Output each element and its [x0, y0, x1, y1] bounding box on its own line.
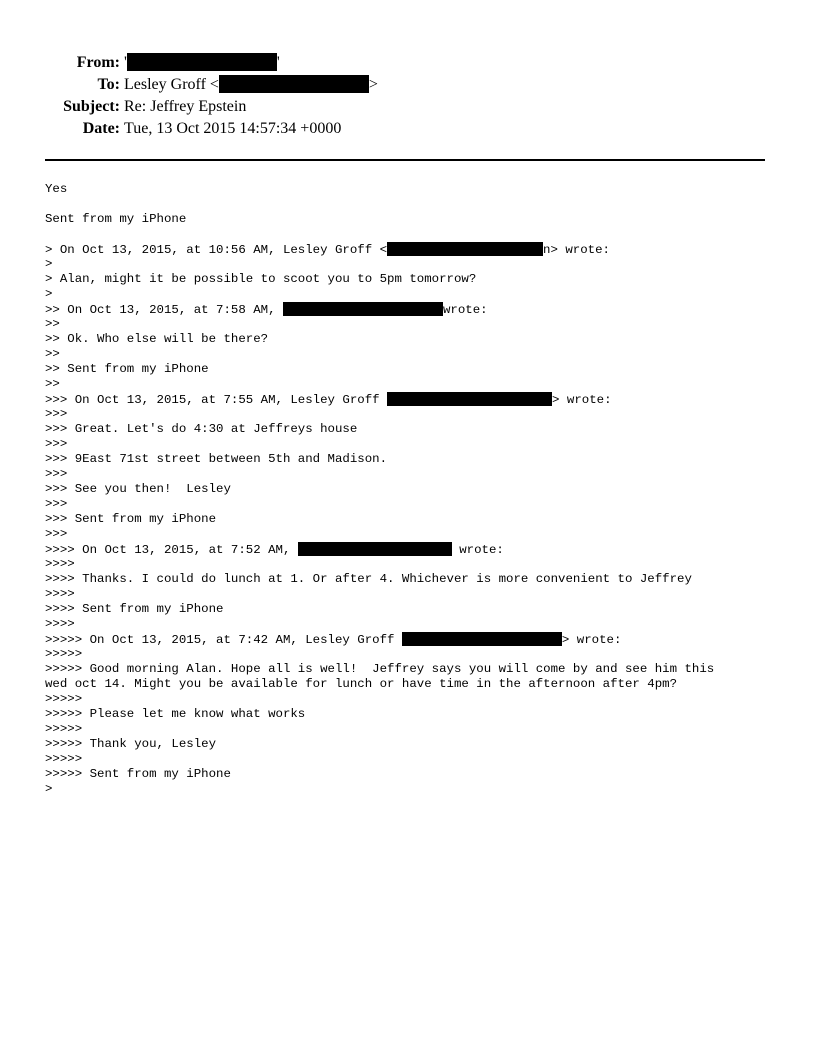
body-line-text: >>>> [45, 617, 75, 631]
body-line [45, 632, 785, 647]
body-line [45, 467, 785, 482]
body-line-text: >>>> [45, 557, 75, 571]
body-line-text: >>> 9East 71st street between 5th and Madison. [45, 452, 388, 466]
body-line [45, 362, 785, 377]
body-line [45, 752, 785, 767]
body-line [45, 572, 785, 587]
date-value: Tue, 13 Oct 2015 14:57:34 +0000 [124, 120, 342, 137]
body-line-text: >>> Sent from my iPhone [45, 512, 217, 526]
body-line [45, 422, 785, 437]
from-value [124, 52, 280, 74]
body-line-text: > [45, 782, 53, 796]
to-name: Lesley Groff < [124, 76, 219, 93]
body-line-text: >> [45, 317, 60, 331]
body-line [45, 242, 785, 257]
body-line-text: >>> Great. Let's do 4:30 at Jeffreys house [45, 422, 358, 436]
body-line-text: >>>>> Sent from my iPhone [45, 767, 231, 781]
body-line-text: >> [45, 377, 60, 391]
body-line-text: >>>> Sent from my iPhone [45, 602, 224, 616]
body-line [45, 782, 785, 797]
body-line-text: >>>>> On Oct 13, 2015, at 7:42 AM, Lesley Groff [45, 633, 402, 647]
body-line [45, 767, 785, 782]
body-line [45, 392, 785, 407]
from-row [0, 52, 816, 74]
redaction-block [219, 75, 369, 93]
body-line [45, 407, 785, 422]
body-line [45, 332, 785, 347]
subject-row [0, 96, 816, 118]
header-divider [45, 159, 765, 161]
body-line-text: >>> See you then! Lesley [45, 482, 231, 496]
body-line-text: >>> [45, 437, 68, 451]
body-line-text: >> Ok. Who else will be there? [45, 332, 269, 346]
redaction-block [298, 542, 452, 556]
body-line-text: > [45, 257, 53, 271]
body-line [45, 317, 785, 332]
body-line [45, 482, 785, 497]
body-line-suffix: > wrote: [561, 633, 622, 647]
body-line-text: >>> [45, 407, 68, 421]
body-line-text: >>>>> [45, 692, 83, 706]
body-line-suffix: > wrote: [552, 393, 612, 407]
body-line [45, 617, 785, 632]
body-line [45, 722, 785, 737]
body-line-text: >>>> [45, 587, 75, 601]
from-quote-open: ' [124, 54, 127, 71]
body-line [45, 197, 785, 212]
body-line [45, 437, 785, 452]
body-line-text: >>>>> [45, 722, 83, 736]
body-line-text: wed oct 14. Might you be available for lunch or have time in the afternoon after 4pm? [45, 677, 678, 691]
body-line [45, 527, 785, 542]
body-line-text: >>>>> [45, 752, 83, 766]
body-line [45, 692, 785, 707]
redaction-block [387, 392, 552, 406]
body-line [45, 542, 785, 557]
body-line [45, 257, 785, 272]
body-line [45, 512, 785, 527]
subject-value: Re: Jeffrey Epstein [124, 98, 247, 115]
body-line [45, 182, 785, 197]
redaction-block [127, 53, 277, 71]
date-label: Date: [82, 120, 120, 137]
body-line [45, 452, 785, 467]
body-line-text: > On Oct 13, 2015, at 10:56 AM, Lesley Groff < [45, 243, 388, 257]
body-line-suffix: wrote: [451, 543, 504, 557]
date-row [0, 118, 816, 140]
body-line-text: >>>>> Good morning Alan. Hope all is well! Jeffrey says you will come by and see him this [45, 662, 715, 676]
body-line-text: > Alan, might it be possible to scoot you to 5pm tomorrow? [45, 272, 477, 286]
body-line-suffix: n> wrote: [543, 243, 610, 257]
body-line [45, 302, 785, 317]
body-line [45, 557, 785, 572]
body-line [45, 587, 785, 602]
body-line [45, 227, 785, 242]
body-line [45, 347, 785, 362]
body-line-text: >>>> Thanks. I could do lunch at 1. Or after 4. Whichever is more convenient to Jeffrey [45, 572, 692, 586]
redaction-block [387, 242, 543, 256]
body-line-text: >>>>> Thank you, Lesley [45, 737, 217, 751]
body-line-suffix: wrote: [442, 303, 488, 317]
body-line-text: >> Sent from my iPhone [45, 362, 209, 376]
body-line-text: Sent from my iPhone [45, 212, 187, 226]
body-line-text: >>> [45, 497, 68, 511]
body-line [45, 377, 785, 392]
body-line [45, 602, 785, 617]
email-header [0, 52, 816, 140]
body-line-text: > [45, 287, 53, 301]
body-line-text: Yes [45, 182, 68, 196]
to-value [124, 74, 378, 96]
body-line-text: >> On Oct 13, 2015, at 7:58 AM, [45, 303, 283, 317]
body-line [45, 677, 785, 692]
from-quote-close: ' [276, 54, 280, 71]
email-body [45, 182, 785, 797]
body-line [45, 707, 785, 722]
subject-label: Subject: [63, 98, 120, 115]
body-line-text: >> [45, 347, 60, 361]
body-line-text: >>>>> [45, 647, 83, 661]
body-line [45, 287, 785, 302]
body-line [45, 272, 785, 287]
body-line-text: >>> On Oct 13, 2015, at 7:55 AM, Lesley Groff [45, 393, 388, 407]
body-line [45, 647, 785, 662]
body-line-text: >>> [45, 467, 68, 481]
body-line [45, 497, 785, 512]
body-line-text: >>>>> Please let me know what works [45, 707, 306, 721]
body-line [45, 737, 785, 752]
body-line-text: >>> [45, 527, 68, 541]
body-line [45, 662, 785, 677]
to-label: To: [97, 76, 120, 93]
to-row [0, 74, 816, 96]
body-line [45, 212, 785, 227]
to-bracket-close: > [368, 76, 378, 93]
body-line-text: >>>> On Oct 13, 2015, at 7:52 AM, [45, 543, 298, 557]
redaction-block [402, 632, 562, 646]
redaction-block [283, 302, 443, 316]
from-label: From: [76, 54, 120, 71]
